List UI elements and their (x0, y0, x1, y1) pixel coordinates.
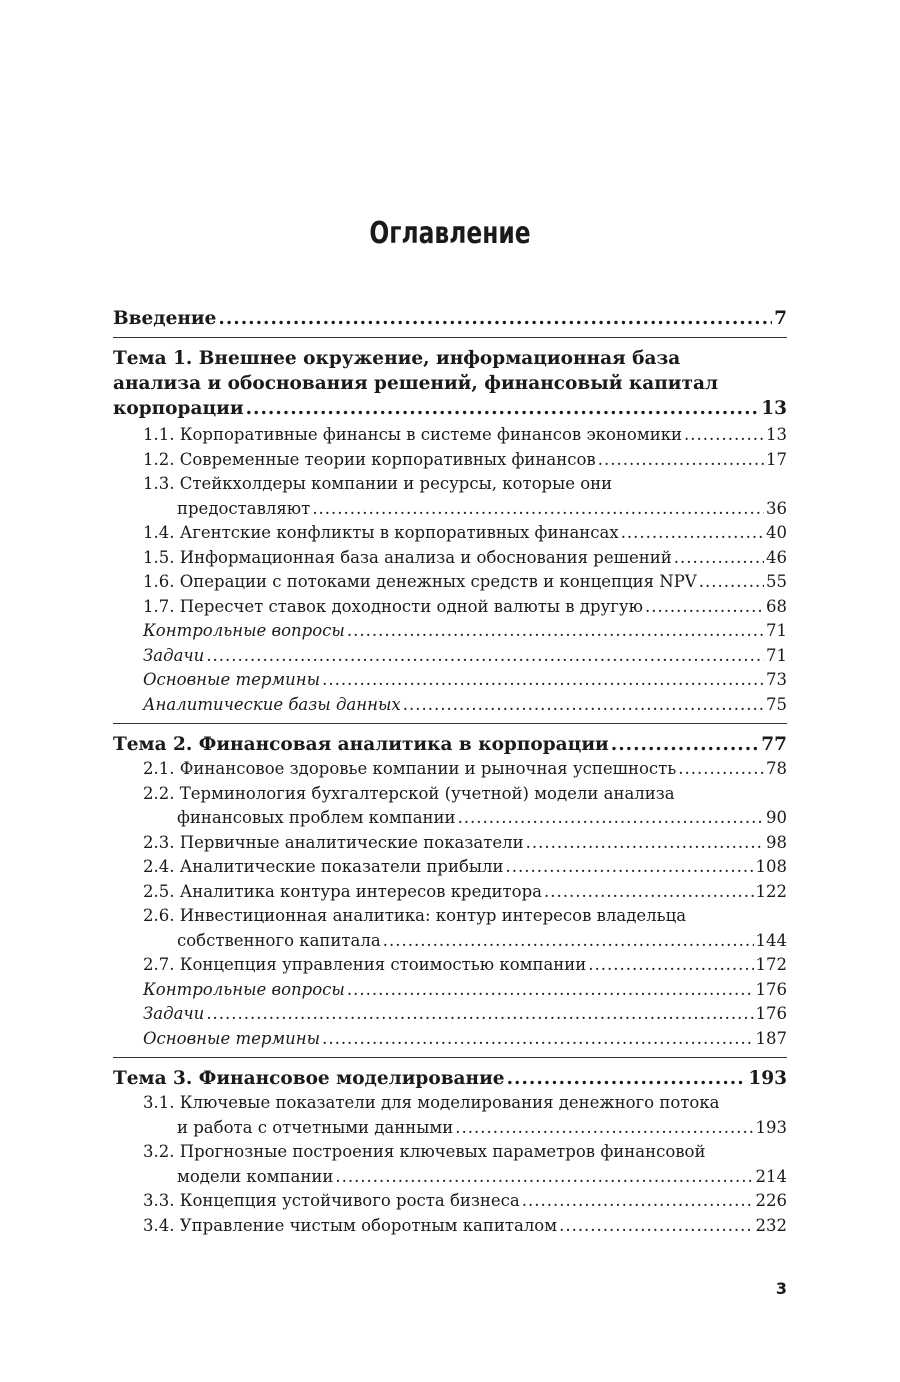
toc-page: 90 (766, 808, 787, 827)
divider (113, 337, 787, 338)
toc-subentry-questions[interactable] (113, 978, 787, 1003)
toc-subentry-1-1[interactable] (113, 423, 787, 448)
toc-entry-topic1[interactable] (113, 346, 787, 421)
toc-label: 1.1. Корпоративные финансы в системе финансов экономики (143, 425, 683, 444)
toc-page: 17 (766, 449, 787, 469)
toc-subentry-2-5[interactable] (113, 880, 787, 905)
toc-subentry-1-3[interactable] (113, 472, 787, 521)
toc-label: предоставляют (177, 498, 311, 518)
toc-entry-line (113, 929, 787, 954)
toc-page: 13 (766, 425, 787, 444)
toc-entry-line (113, 1116, 787, 1141)
toc-subentry-1-6[interactable] (113, 570, 787, 595)
toc-page: 77 (761, 734, 787, 755)
toc-subentry-2-3[interactable] (113, 831, 787, 856)
toc-page: 176 (755, 979, 787, 999)
toc-page: 176 (755, 1004, 787, 1023)
toc-page: 55 (766, 572, 787, 591)
toc-label: 1.2. Современные теории корпоративных финансов (143, 449, 596, 469)
toc-label: Задачи (143, 1004, 205, 1023)
toc-page: 187 (755, 1028, 787, 1048)
dot-leader (347, 978, 754, 1003)
toc-subentry-databases[interactable] (113, 693, 787, 718)
dot-leader (322, 668, 764, 693)
toc-page: 214 (755, 1166, 787, 1186)
dot-leader (403, 693, 764, 718)
toc-subentry-2-2[interactable] (113, 782, 787, 831)
toc-subentry-1-4[interactable] (113, 521, 787, 546)
dot-leader (559, 1214, 753, 1239)
toc-label: и работа с отчетными данными (177, 1117, 454, 1137)
dot-leader (598, 448, 764, 473)
toc-label: 1.5. Информационная база анализа и обоснования решений (143, 547, 672, 567)
toc-page: 98 (766, 832, 787, 852)
toc-entry-line (113, 1165, 787, 1190)
toc-page: 108 (755, 857, 787, 876)
toc-label: 3.4. Управление чистым оборотным капиталом (143, 1215, 558, 1235)
toc-page: 71 (766, 621, 787, 640)
dot-leader (526, 831, 764, 856)
toc-label-line: Тема 1. Внешнее окружение, информационная база (113, 348, 681, 369)
toc-subentry-1-5[interactable] (113, 546, 787, 571)
table-of-contents (113, 306, 787, 1238)
toc-page: 226 (755, 1191, 787, 1210)
toc-label-line: 1.3. Стейкхолдеры компании и ресурсы, которые они (143, 474, 613, 493)
toc-subentry-3-4[interactable] (113, 1214, 787, 1239)
toc-label: Аналитические базы данных (143, 694, 401, 714)
toc-label: собственного капитала (177, 930, 381, 950)
dot-leader (322, 1027, 753, 1052)
toc-label-line: 2.2. Терминология бухгалтерской (учетной) модели анализа (143, 783, 675, 803)
toc-label: Задачи (143, 645, 205, 665)
dot-leader (544, 880, 754, 905)
toc-entry-topic3[interactable] (113, 1066, 787, 1091)
toc-subentry-terms[interactable] (113, 668, 787, 693)
toc-label: 2.7. Концепция управления стоимостью компании (143, 955, 587, 974)
toc-entry-line (113, 497, 787, 522)
dot-leader (507, 1066, 747, 1091)
toc-page: 172 (755, 955, 787, 974)
toc-entry-intro[interactable] (113, 306, 787, 331)
toc-page: 71 (766, 645, 787, 665)
toc-page: 144 (755, 930, 787, 950)
toc-label: 3.3. Концепция устойчивого роста бизнеса (143, 1191, 520, 1210)
dot-leader (588, 953, 753, 978)
dot-leader (506, 855, 754, 880)
toc-label-line: анализа и обоснования решений, финансовый капитал (113, 373, 719, 394)
toc-label: Тема 3. Финансовое моделирование (113, 1068, 505, 1089)
toc-page: 232 (755, 1215, 787, 1235)
dot-leader (206, 1002, 753, 1027)
dot-leader (522, 1189, 754, 1214)
dot-leader (335, 1165, 753, 1190)
toc-subentry-2-7[interactable] (113, 953, 787, 978)
toc-page: 193 (755, 1117, 787, 1137)
toc-label-line: 3.2. Прогнозные построения ключевых параметров финансовой (143, 1142, 706, 1161)
toc-subentry-questions[interactable] (113, 619, 787, 644)
toc-label: Основные термины (143, 1028, 321, 1048)
toc-label-line: 2.6. Инвестиционная аналитика: контур интересов владельца (143, 906, 687, 925)
toc-page: 75 (766, 694, 787, 714)
toc-subentry-2-6[interactable] (113, 904, 787, 953)
dot-leader (699, 570, 764, 595)
toc-page: 78 (766, 759, 787, 778)
dot-leader (684, 423, 764, 448)
toc-subentry-2-1[interactable] (113, 757, 787, 782)
toc-label: 1.7. Пересчет ставок доходности одной валюты в другую (143, 596, 643, 616)
dot-leader (621, 521, 764, 546)
toc-page: 46 (766, 547, 787, 567)
toc-label: Тема 2. Финансовая аналитика в корпорации (113, 734, 609, 755)
toc-label: 1.6. Операции с потоками денежных средств и концепция NPV (143, 572, 697, 591)
toc-subentry-3-2[interactable] (113, 1140, 787, 1189)
toc-subentry-tasks[interactable] (113, 1002, 787, 1027)
toc-page: 193 (748, 1068, 787, 1089)
dot-leader (383, 929, 754, 954)
toc-subentry-1-2[interactable] (113, 448, 787, 473)
toc-entry-line (113, 396, 787, 421)
toc-entry-topic2[interactable] (113, 732, 787, 757)
divider (113, 723, 787, 724)
dot-leader (246, 396, 760, 421)
toc-label: 2.3. Первичные аналитические показатели (143, 832, 524, 852)
dot-leader (218, 306, 772, 331)
toc-page: 7 (774, 308, 787, 329)
toc-label: Введение (113, 308, 217, 329)
toc-page: 40 (766, 523, 787, 542)
toc-label: Основные термины (143, 670, 321, 689)
toc-label: 2.1. Финансовое здоровье компании и рыночная успешность (143, 759, 677, 778)
dot-leader (312, 497, 764, 522)
toc-label: Контрольные вопросы (143, 979, 345, 999)
dot-leader (206, 644, 764, 669)
toc-entry-line (113, 806, 787, 831)
toc-page: 122 (755, 881, 787, 901)
toc-subentry-tasks[interactable] (113, 644, 787, 669)
page-title: Оглавление (369, 216, 531, 251)
toc-subentry-3-3[interactable] (113, 1189, 787, 1214)
toc-subentry-terms[interactable] (113, 1027, 787, 1052)
toc-label: корпорации (113, 398, 244, 419)
dot-leader (645, 595, 764, 620)
toc-label: 1.4. Агентские конфликты в корпоративных финансах (143, 523, 619, 542)
toc-label: финансовых проблем компании (177, 808, 456, 827)
dot-leader (455, 1116, 753, 1141)
toc-page: 73 (766, 670, 787, 689)
toc-label-line: 3.1. Ключевые показатели для моделирования денежного потока (143, 1093, 720, 1112)
toc-label: 2.4. Аналитические показатели прибыли (143, 857, 504, 876)
toc-label: Контрольные вопросы (143, 621, 345, 640)
toc-page: 36 (766, 498, 787, 518)
toc-subentry-1-7[interactable] (113, 595, 787, 620)
dot-leader (458, 806, 764, 831)
toc-page: 13 (761, 398, 787, 419)
page-number: 3 (775, 1279, 787, 1298)
toc-subentry-2-4[interactable] (113, 855, 787, 880)
dot-leader (678, 757, 764, 782)
divider (113, 1057, 787, 1058)
dot-leader (674, 546, 764, 571)
toc-label: модели компании (177, 1166, 334, 1186)
toc-subentry-3-1[interactable] (113, 1091, 787, 1140)
toc-label: 2.5. Аналитика контура интересов кредитора (143, 881, 542, 901)
toc-page: 68 (766, 596, 787, 616)
dot-leader (347, 619, 764, 644)
dot-leader (611, 732, 759, 757)
